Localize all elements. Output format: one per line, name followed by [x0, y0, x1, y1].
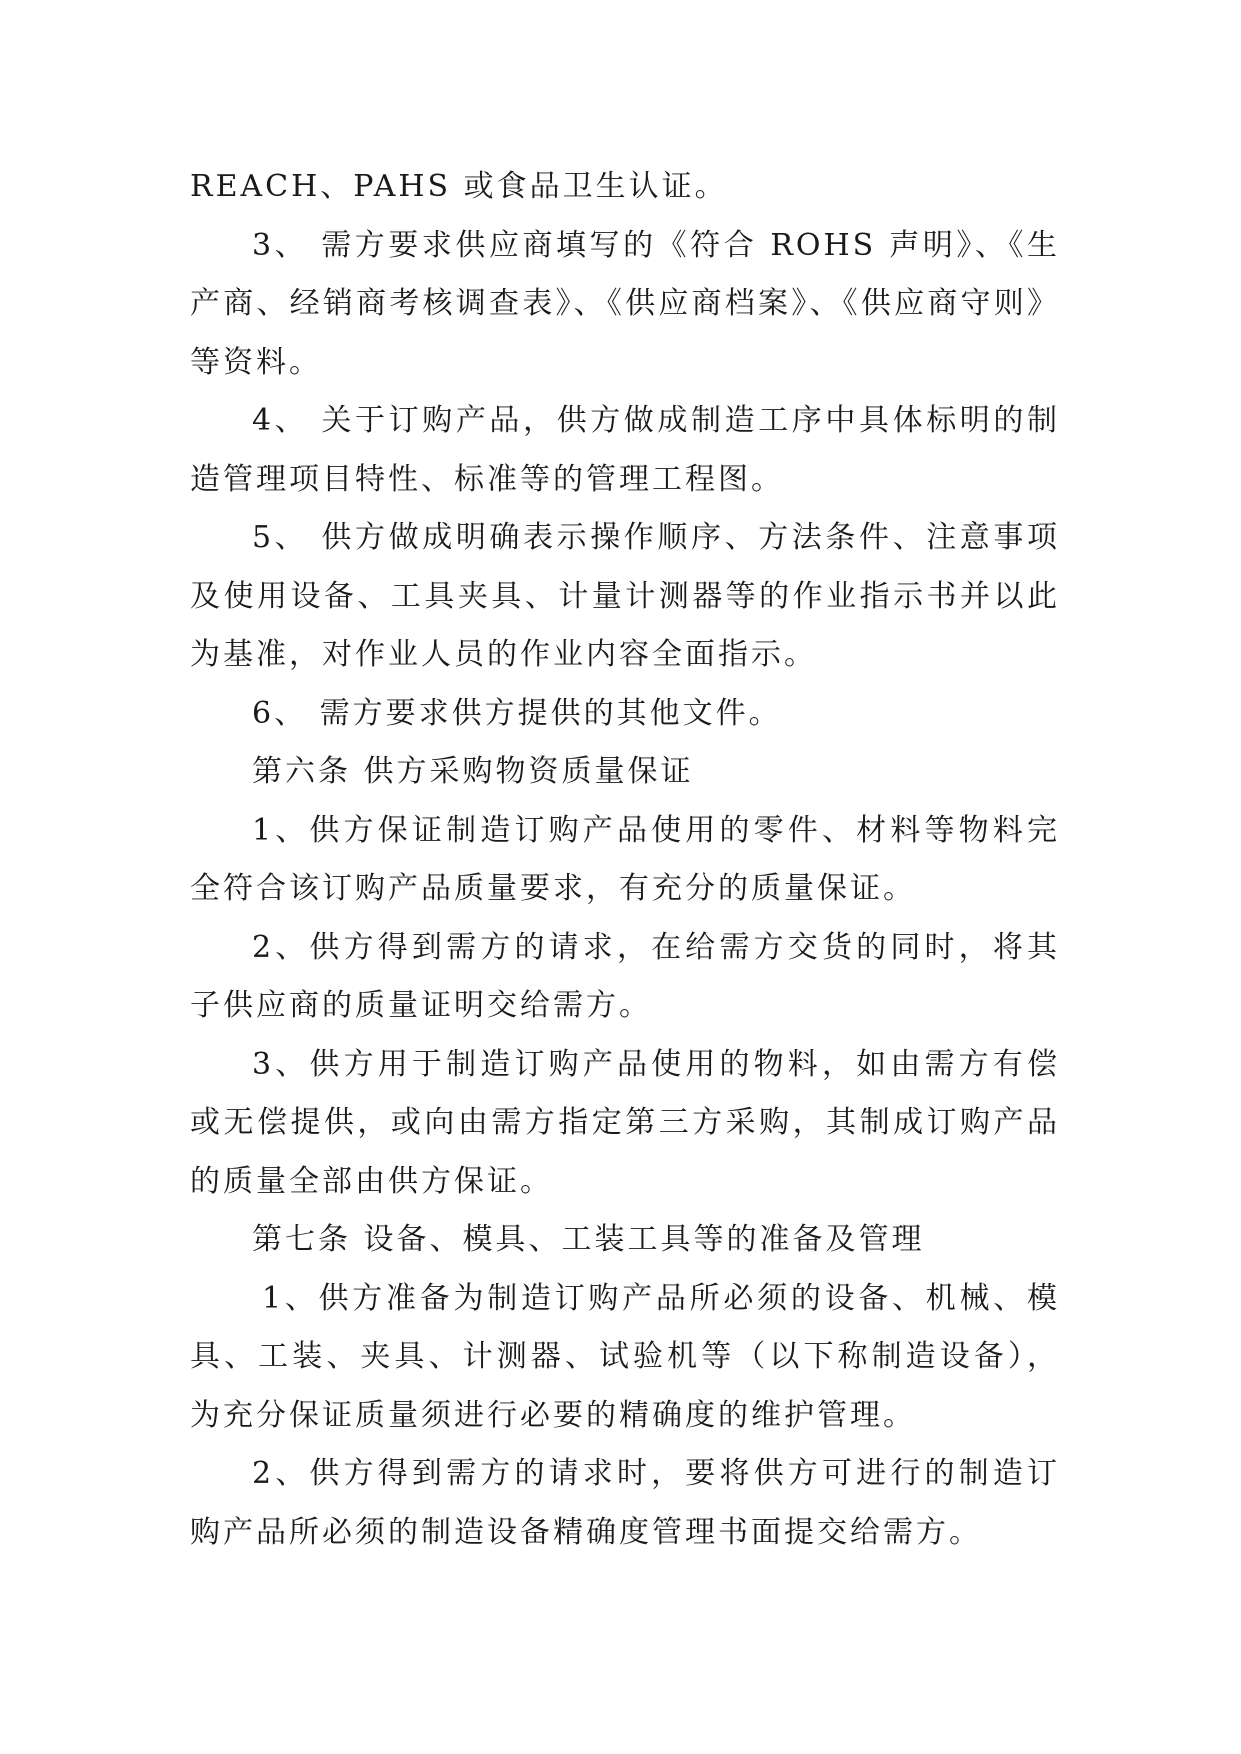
- document-body: [190, 158, 1060, 1562]
- article-7-item-2: 2、供方得到需方的请求时，要将供方可进行的制造订购产品所必须的制造设备精确度管理书面提交给需方。: [190, 1456, 1060, 1550]
- article-6-item-2: 2、供方得到需方的请求，在给需方交货的同时，将其子供应商的质量证明交给需方。: [190, 929, 1060, 1023]
- paragraph-item-5: 5、 供方做成明确表示操作顺序、方法条件、注意事项及使用设备、工具夹具、计量计测器等的作业指示书并以此为基准，对作业人员的作业内容全面指示。: [190, 520, 1060, 672]
- article-6-heading: 第六条 供方采购物资质量保证: [252, 754, 694, 789]
- paragraph-continuation: REACH、PAHS 或食品卫生认证。: [190, 169, 728, 204]
- paragraph-item-3: 3、 需方要求供应商填写的《符合 ROHS 声明》、《生产商、经销商考核调查表》、《供应商档案》、《供应商守则》等资料。: [190, 227, 1060, 380]
- article-6-item-1: 1、供方保证制造订购产品使用的零件、材料等物料完全符合该订购产品质量要求，有充分的质量保证。: [190, 812, 1060, 906]
- article-7-item-1: 1、供方准备为制造订购产品所必须的设备、机械、模具、工装、夹具、计测器、试验机等（以下称制造设备），为充分保证质量须进行必要的精确度的维护管理。: [190, 1280, 1060, 1433]
- paragraph-item-4: 4、 关于订购产品，供方做成制造工序中具体标明的制造管理项目特性、标准等的管理工程图。: [190, 403, 1060, 497]
- paragraph-item-6: 6、 需方要求供方提供的其他文件。: [252, 695, 782, 731]
- article-6-item-3: 3、供方用于制造订购产品使用的物料，如由需方有偿或无偿提供，或向由需方指定第三方采购，其制成订购产品的质量全部由供方保证。: [190, 1046, 1060, 1199]
- article-7-heading: 第七条 设备、模具、工装工具等的准备及管理: [252, 1222, 925, 1257]
